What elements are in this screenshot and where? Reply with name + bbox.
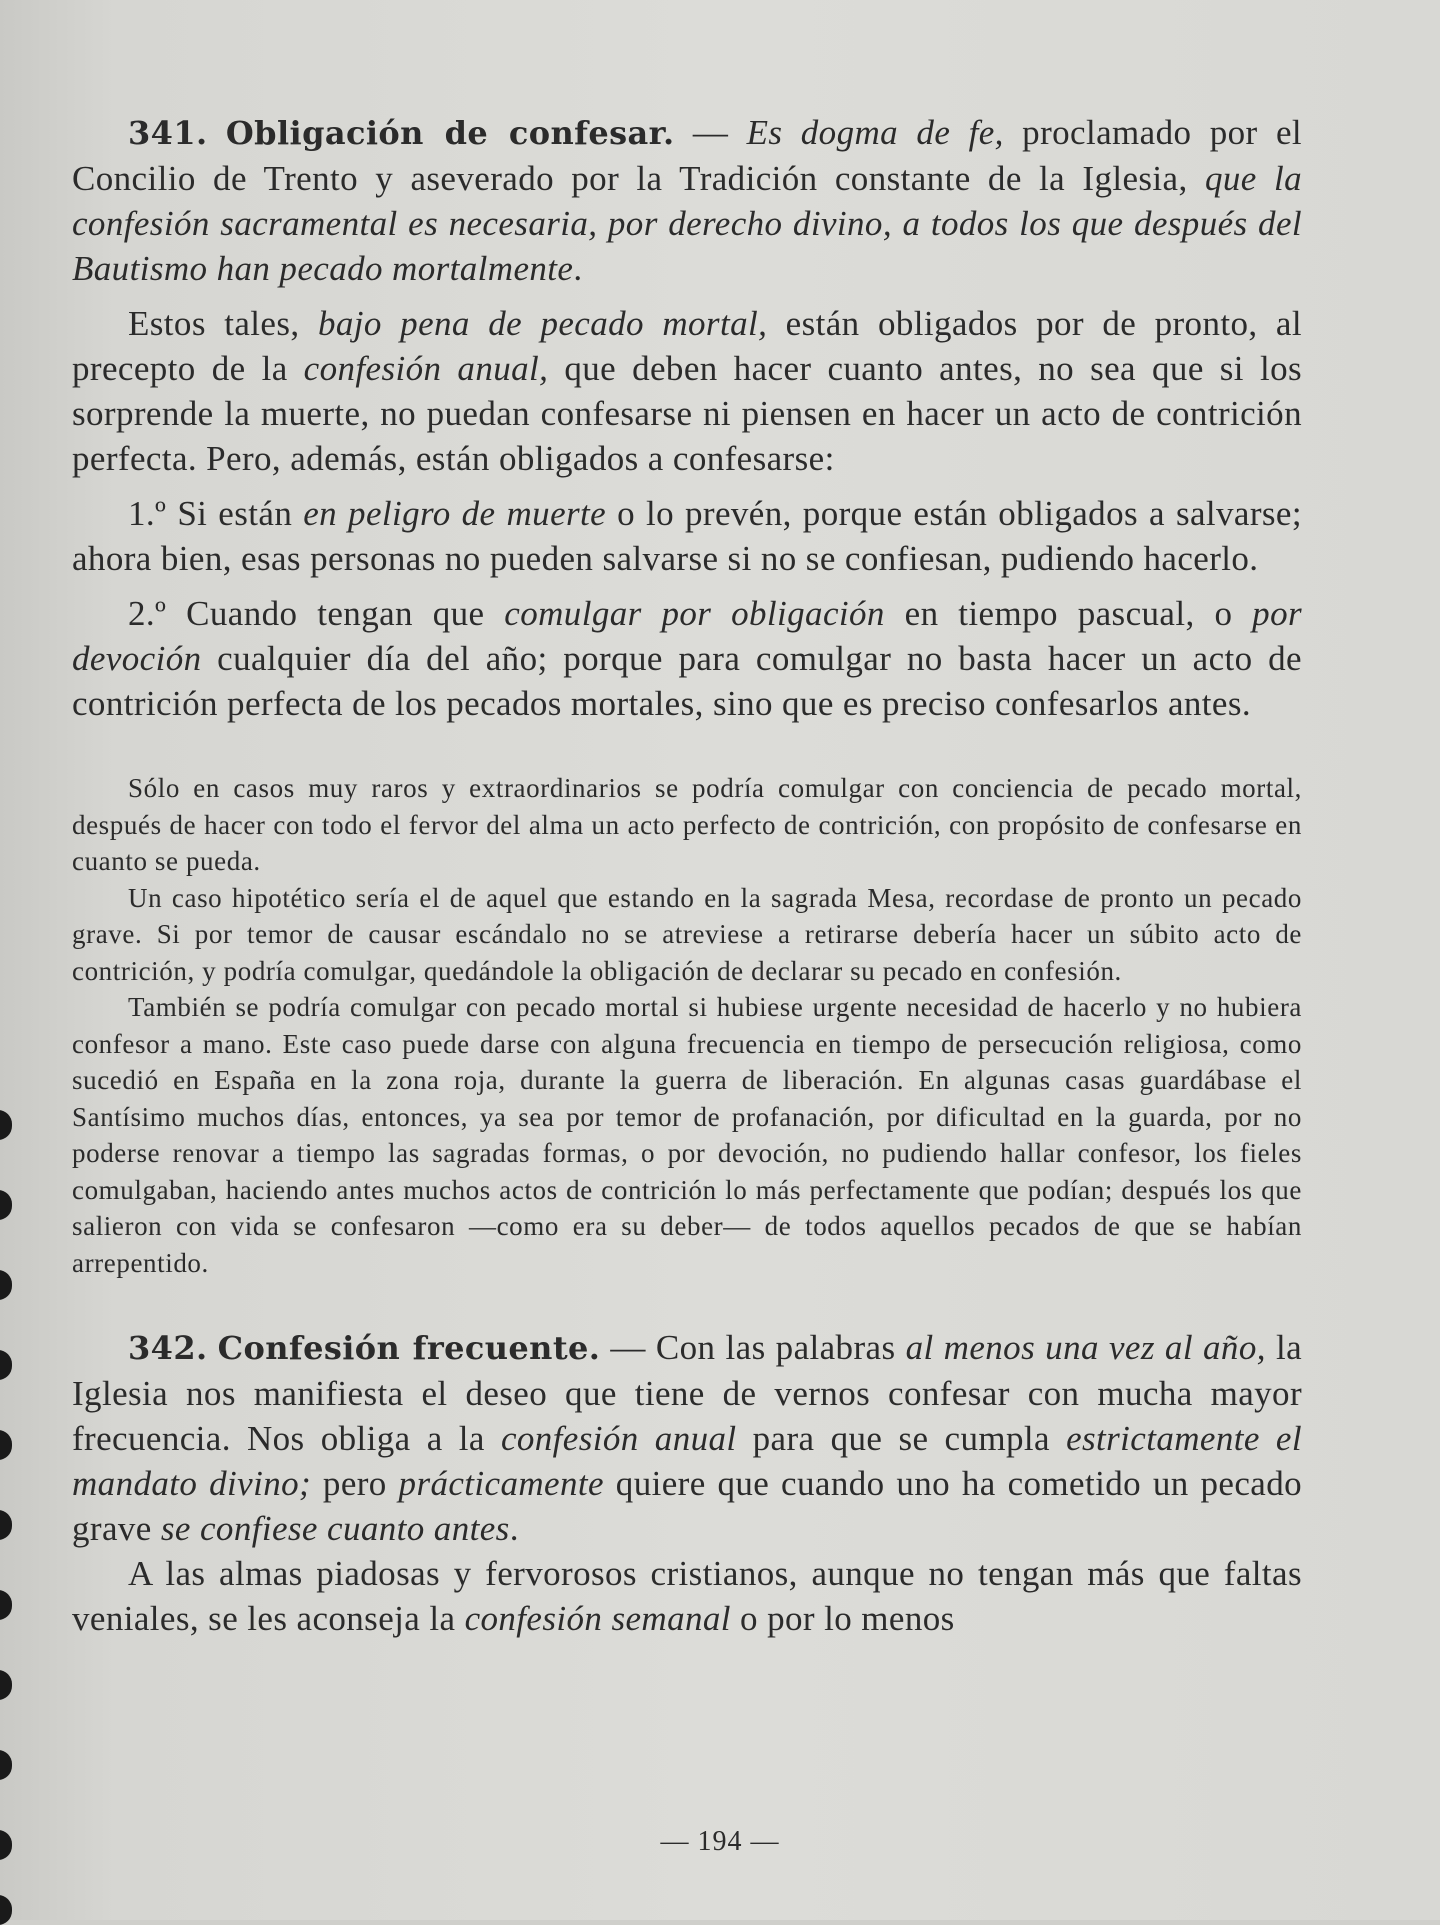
list-number: 1.º xyxy=(128,494,167,533)
note-paragraph-3: También se podría comulgar con pecado mortal si hubiese urgente necesidad de hacerlo y no hubiera confesor a mano. Este caso puede darse con alguna frecuencia en tiempo de persecución religiosa, como sucedió en España en la zona roja, durante la guerra de liberación. En algunas casas guardábase el Santísimo muchos días, entonces, ya sea por temor de profanación, por dificultad en la guarda, por no poderse renovar a tiempo las sagradas formas, o por devoción, no pudiendo hallar confesor, los fieles comulgaban, haciendo antes muchos actos de contrición lo más perfectamente que podían; después los que salieron con vida se confesaron —como era su deber— de todos aquellos pecados de que se habían arrepentido. xyxy=(72,992,1302,1278)
section-number: 341. xyxy=(128,114,208,152)
section-342-paragraph: 342. Confesión frecuente. — Con las palabras al menos una vez al año, la Iglesia nos manifiesta el deseo que tiene de vernos confesar con mucha mayor frecuencia. Nos obliga a la confesión anual para que se cumpla estrictamente el mandato divino; pero prácticamente quiere que cuando uno ha cometido un pecado grave se confiese cuanto antes. xyxy=(72,1328,1303,1548)
paragraph-obligations: Estos tales, bajo pena de pecado mortal, están obligados por de pronto, al precepto de la confesión anual, que deben hacer cuanto antes, no sea que si los sorprende la muerte, no puedan confesarse ni piensen en hacer un acto de contrición perfecta. Pero, además, están obligados a confesarse: xyxy=(72,304,1302,478)
page-number: — 194 — xyxy=(660,1826,780,1857)
page-text xyxy=(72,110,1302,1641)
list-item-1: 1.º Si están en peligro de muerte o lo prevén, porque están obligados a salvarse; ahora bien, esas personas no pueden salvarse si no se confiesan, pudiendo hacerlo. xyxy=(72,494,1302,578)
list-item-2: 2.º Cuando tengan que comulgar por obligación en tiempo pascual, o por devoción cualquier día del año; porque para comulgar no basta hacer un acto de contrición perfecta de los pecados mortales, sino que es preciso confesarlos antes. xyxy=(72,594,1302,723)
section-heading: Obligación de confesar. xyxy=(225,114,675,152)
list-number: 2.º xyxy=(128,594,167,633)
section-341-paragraph: 341. Obligación de confesar. — Es dogma de fe, proclamado por el Concilio de Trento y aseverado por la Tradición constante de la Iglesia, que la confesión sacramental es necesaria, por derecho divino, a todos los que después del Bautismo han pecado mortalmente. xyxy=(72,113,1303,288)
spiral-binding xyxy=(0,1080,22,1920)
note-paragraph-2: Un caso hipotético sería el de aquel que estando en la sagrada Mesa, recordase de pronto un pecado grave. Si por temor de causar escándalo no se atreviese a retirarse debería hacer un súbito acto de contrición, y podría comulgar, quedándole la obligación de declarar su pecado en confesión. xyxy=(72,882,1302,986)
section-heading: Confesión frecuente. xyxy=(217,1329,601,1367)
paragraph-weekly-confession: A las almas piadosas y fervorosos cristianos, aunque no tengan más que faltas veniales, se les aconseja la confesión semanal o por lo menos xyxy=(72,1554,1302,1638)
note-paragraph-1: Sólo en casos muy raros y extraordinarios se podría comulgar con conciencia de pecado mortal, después de hacer con todo el fervor del alma un acto perfecto de contrición, con propósito de confesarse en cuanto se pueda. xyxy=(72,773,1302,876)
section-number: 342. xyxy=(128,1329,208,1367)
